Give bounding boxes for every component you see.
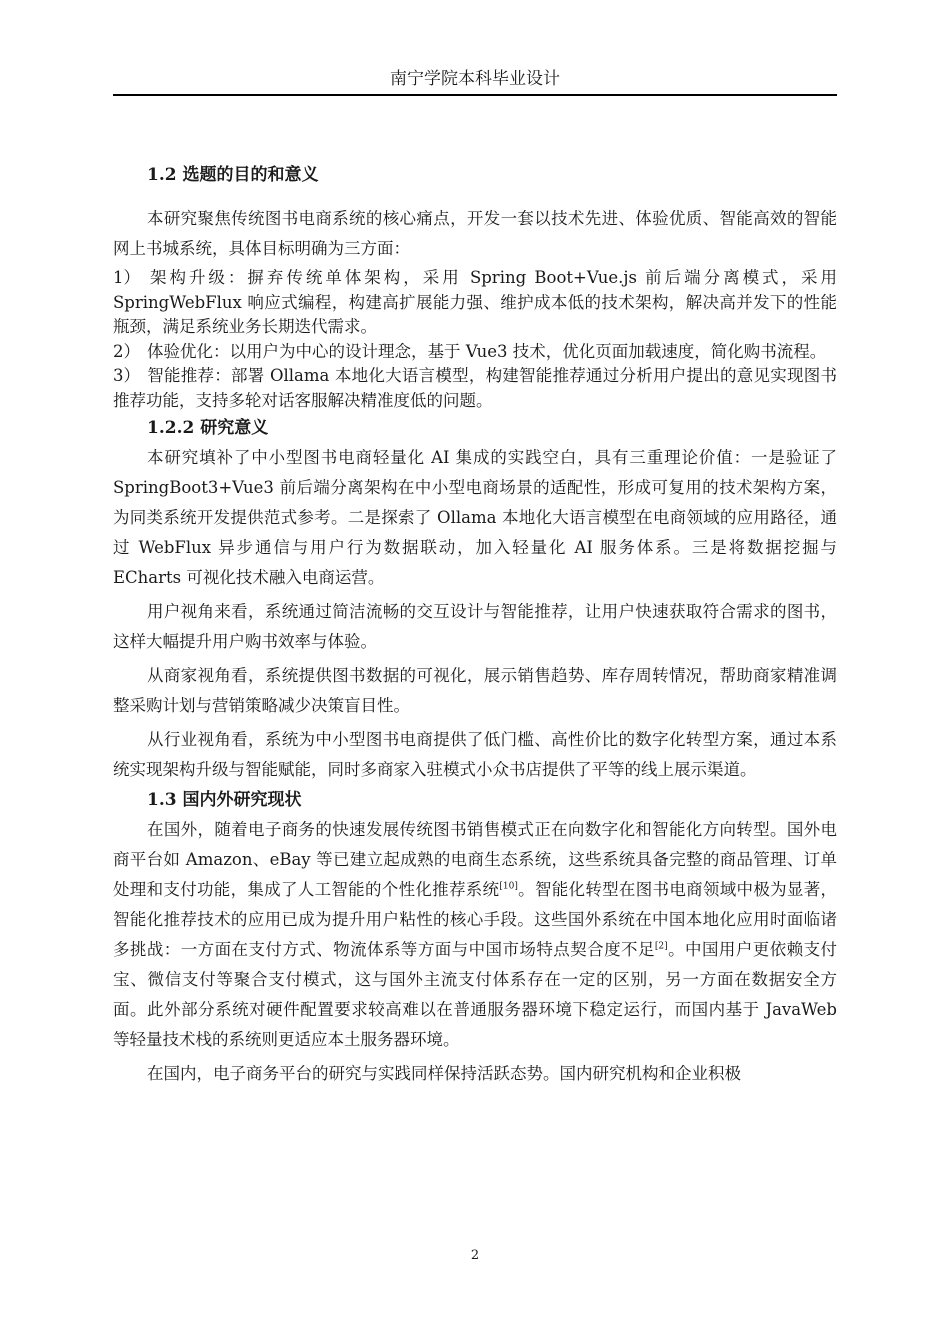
document-body (113, 160, 837, 1089)
section-heading-1-2-2: 1.2.2 研究意义 (147, 418, 269, 438)
page-number: 2 (470, 1248, 480, 1263)
citation-ref: [2] (654, 941, 668, 952)
citation-ref: [10] (499, 881, 518, 892)
goal-item-1 (113, 266, 837, 340)
section-heading-1-2: 1.2 选题的目的和意义 (147, 165, 319, 185)
goal-text: 智能推荐：部署 Ollama 本地化大语言模型，构建智能推荐通过分析用户提出的意见实现图书推荐功能，支持多轮对话客服解决精准度低的问题。 (113, 366, 837, 410)
goal-item-3 (113, 364, 837, 413)
section-heading-1-3: 1.3 国内外研究现状 (147, 790, 302, 810)
goal-number: 2） (113, 341, 140, 361)
text-run: 在国外，随着电子商务的快速发展传统图书销售模式正在向数字化和智能化方向转型。国外电商平台如 Amazon、eBay 等已建立起成熟的电商生态系统，这些系统具备完整的商品管理、订单处理和支付功能，集成了人工智能的个性化推荐系统 (113, 820, 837, 899)
goal-item-2 (113, 340, 837, 365)
text-run: 。智能化转型在图书电商领域中极为显著，智能化推荐技术的应用已成为提升用户粘性的核心手段。这些国外系统在中国本地化应用时面临诸多挑战：一方面在支付方式、物流体系等方面与中国市场特点契合度不足 (113, 880, 838, 959)
goal-number: 3） (113, 366, 140, 385)
paragraph: 从商家视角看，系统提供图书数据的可视化，展示销售趋势、库存周转情况，帮助商家精准调整采购计划与营销策略减少决策盲目性。 (113, 666, 837, 715)
paragraph: 本研究填补了中小型图书电商轻量化 AI 集成的实践空白，具有三重理论价值：一是验证了 SpringBoot3+Vue3 前后端分离架构在中小型电商场景的适配性，形成可复用的技术架构方案，为同类系统开发提供范式参考。二是探索了 Ollama 本地化大语言模型在电商领域的应用路径，通过 WebFlux 异步通信与用户行为数据联动，加入轻量化 AI 服务体系。三是将数据挖掘与 ECharts 可视化技术融入电商运营。 (113, 448, 837, 587)
goal-text: 架构升级：摒弃传统单体架构，采用 Spring Boot+Vue.js 前后端分离模式，采用 SpringWebFlux 响应式编程，构建高扩展能力强、维护成本低的技术架构，解决高并发下的性能瓶颈，满足系统业务长期迭代需求。 (113, 268, 837, 336)
text-run: 。中国用户更依赖支付宝、微信支付等聚合支付模式，这与国外主流支付体系存在一定的区别，另一方面在数据安全方面。此外部分系统对硬件配置要求较高难以在普通服务器环境下稳定运行，而国内基于 JavaWeb 等轻量技术栈的系统则更适应本土服务器环境。 (113, 940, 838, 1049)
paragraph-intro: 本研究聚焦传统图书电商系统的核心痛点，开发一套以技术先进、体验优质、智能高效的智能网上书城系统，具体目标明确为三方面： (113, 209, 837, 258)
paragraph: 从行业视角看，系统为中小型图书电商提供了低门槛、高性价比的数字化转型方案，通过本系统实现架构升级与智能赋能，同时多商家入驻模式小众书店提供了平等的线上展示渠道。 (113, 730, 837, 779)
paragraph-foreign-research (113, 815, 837, 1055)
paragraph: 用户视角来看，系统通过简洁流畅的交互设计与智能推荐，让用户快速获取符合需求的图书，这样大幅提升用户购书效率与体验。 (113, 602, 837, 651)
goal-number: 1） (113, 268, 140, 287)
paragraph-domestic-research: 在国内，电子商务平台的研究与实践同样保持活跃态势。国内研究机构和企业积极 (147, 1064, 741, 1083)
goal-text: 体验优化：以用户为中心的设计理念，基于 Vue3 技术，优化页面加载速度，简化购书流程。 (147, 341, 827, 361)
header-title: 南宁学院本科毕业设计 (390, 69, 560, 89)
page-header (113, 66, 837, 96)
